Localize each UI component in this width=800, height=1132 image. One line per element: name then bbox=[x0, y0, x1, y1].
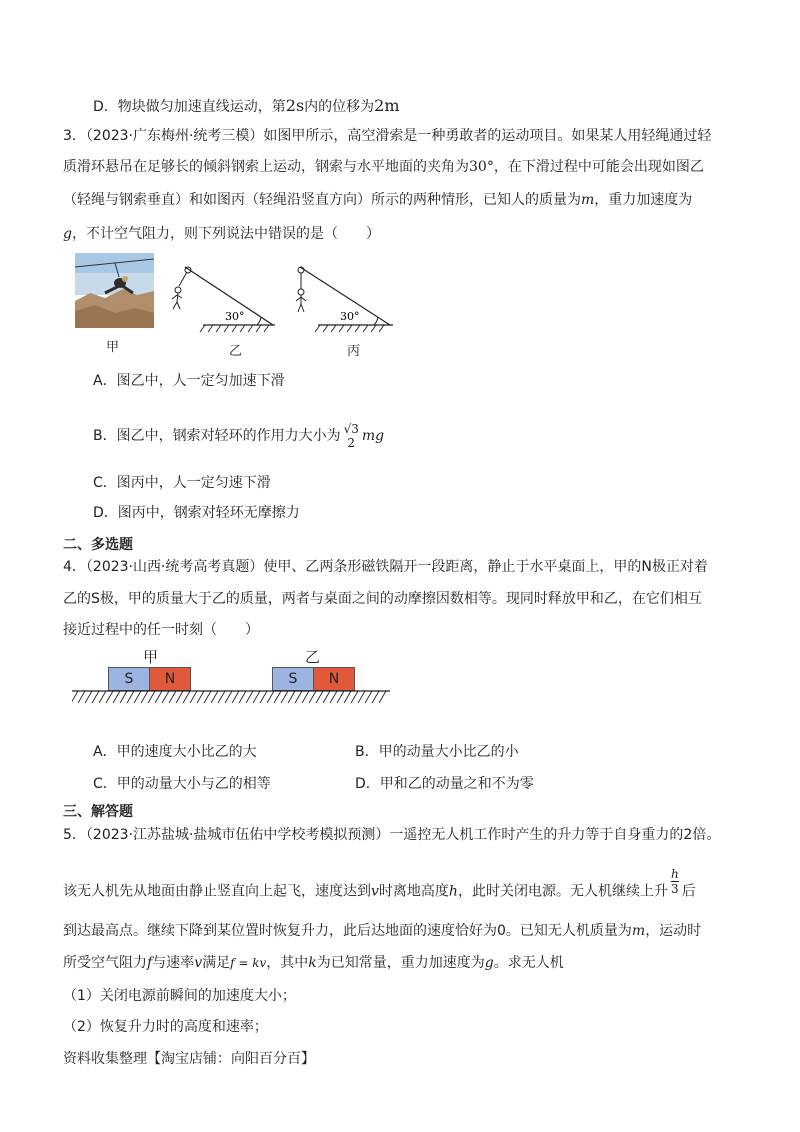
q3-angle: 30° bbox=[469, 159, 494, 175]
hatch-mark bbox=[134, 691, 141, 703]
hatch-mark bbox=[239, 691, 246, 703]
q3-line3 bbox=[63, 190, 692, 210]
q5-var-f: f bbox=[147, 955, 153, 971]
q4-option-a: A．甲的速度大小比乙的大 bbox=[93, 744, 257, 760]
q5-sub2: （2）恢复升力时的高度和速率； bbox=[63, 1019, 268, 1035]
hatch-mark bbox=[176, 691, 183, 703]
hatch-mark bbox=[99, 691, 106, 703]
q5-line1: 5．（2023·江苏盐城·盐城市伍佑中学校考模拟预测）一遥控无人机工作时产生的升力等于自身重力的2倍。 bbox=[63, 827, 721, 843]
q3-option-b bbox=[93, 422, 384, 450]
figure-yi bbox=[165, 262, 280, 334]
hatch-mark bbox=[92, 691, 99, 703]
q4-option-b: B．甲的动量大小比乙的小 bbox=[355, 744, 519, 760]
q3-option-c: C．图丙中，人一定匀速下滑 bbox=[93, 475, 271, 491]
q5-line4e: 为已知常量，重力加速度为 bbox=[316, 955, 485, 971]
q5-frac bbox=[671, 867, 679, 896]
hatch-mark bbox=[274, 691, 281, 703]
q3-line3a: （轻绳与钢索垂直）和如图丙（轻绳沿竖直方向）所示的两种情形，已知人的质量为 bbox=[63, 192, 581, 208]
fig-label-jia: 甲 bbox=[106, 340, 120, 355]
magnet-label-jia: 甲 bbox=[143, 648, 159, 666]
hatch-mark bbox=[288, 691, 295, 703]
q3-optb-num: √3 bbox=[343, 422, 359, 436]
hatch-mark bbox=[141, 691, 148, 703]
q3-optb-text: B．图乙中，钢索对轻环的作用力大小为 bbox=[93, 428, 341, 444]
hatch-mark bbox=[162, 691, 169, 703]
q5-line4f: 。求无人机 bbox=[493, 955, 564, 971]
hatch-mark bbox=[344, 691, 351, 703]
hatch-mark bbox=[372, 691, 379, 703]
hatch-mark bbox=[232, 691, 239, 703]
q3-line2b: ，在下滑过程中可能会出现如图乙 bbox=[493, 159, 704, 175]
hatch-mark bbox=[106, 691, 113, 703]
q2-optd-val: 2m bbox=[374, 96, 400, 115]
hatch-mark bbox=[155, 691, 162, 703]
hatch-mark bbox=[267, 691, 274, 703]
q4-line2: 乙的S极，甲的质量大于乙的质量，两者与桌面之间的动摩擦因数相等。现同时释放甲和乙，在它们相互 bbox=[63, 591, 702, 607]
hatch-mark bbox=[302, 691, 309, 703]
magnet-label-yi: 乙 bbox=[305, 648, 321, 666]
q3-line3b: ，重力加速度为 bbox=[594, 192, 693, 208]
q3-optb-frac bbox=[344, 422, 359, 450]
hatch-mark bbox=[337, 691, 344, 703]
magnet-yi-s-pole: S bbox=[272, 667, 314, 691]
q3-option-d: D．图丙中，钢索对轻环无摩擦力 bbox=[93, 505, 300, 521]
hatch-mark bbox=[204, 691, 211, 703]
hatch-mark bbox=[190, 691, 197, 703]
hatch-mark bbox=[169, 691, 176, 703]
q5-line2b: 时离地高度 bbox=[378, 883, 449, 900]
q5-line4b: 与速率 bbox=[152, 955, 195, 971]
q5-line3 bbox=[63, 921, 701, 941]
q5-line4c: 满足 bbox=[202, 955, 231, 971]
q5-frac-den: 3 bbox=[671, 882, 679, 896]
q3-option-a: A．图乙中，人一定匀加速下滑 bbox=[93, 373, 285, 389]
section-multi-choice: 二、多选题 bbox=[63, 537, 133, 553]
q5-line4 bbox=[63, 953, 564, 973]
q5-line3b: ，运动时 bbox=[645, 923, 702, 939]
q3-line2a: 质滑环悬吊在足够长的倾斜钢索上运动，钢索与水平地面的夹角为 bbox=[63, 159, 469, 175]
q2-optd-text: D．物块做匀加速直线运动，第 bbox=[93, 99, 286, 115]
section-answer: 三、解答题 bbox=[63, 804, 133, 820]
hatch-mark bbox=[127, 691, 134, 703]
hatch-mark bbox=[309, 691, 316, 703]
hatch-mark bbox=[295, 691, 302, 703]
magnet-jia-n-pole: N bbox=[149, 667, 191, 691]
q5-var-v: v bbox=[371, 883, 379, 900]
hatch-mark bbox=[85, 691, 92, 703]
hatch-mark bbox=[365, 691, 372, 703]
q5-frac-num: h bbox=[670, 867, 679, 881]
hatch-mark bbox=[316, 691, 323, 703]
q5-var-h: h bbox=[448, 883, 458, 900]
hatch-mark bbox=[197, 691, 204, 703]
q5-var-k: k bbox=[308, 955, 317, 971]
magnet-jia-s-pole: S bbox=[108, 667, 150, 691]
hatch-mark bbox=[183, 691, 190, 703]
q5-line2 bbox=[63, 867, 696, 906]
hatch-mark bbox=[330, 691, 337, 703]
q5-line2d: 后 bbox=[681, 883, 696, 900]
q2-optd-var: 2s bbox=[285, 96, 305, 115]
q5-sub1: （1）关闭电源前瞬间的加速度大小； bbox=[63, 988, 296, 1004]
q3-var-g: g bbox=[63, 226, 72, 242]
q3-var-m: m bbox=[581, 192, 595, 208]
zipline-photo-svg bbox=[75, 253, 154, 328]
q5-var-m: m bbox=[631, 923, 646, 939]
hatch-mark bbox=[113, 691, 120, 703]
hatch-mark bbox=[148, 691, 155, 703]
q5-line2c: ，此时关闭电源。无人机继续上升 bbox=[457, 883, 668, 900]
q5-line2a: 该无人机先从地面由静止竖直向上起飞，速度达到 bbox=[63, 883, 371, 900]
q4-line3: 接近过程中的任一时刻（ ） bbox=[63, 622, 259, 638]
q5-line4d: ，其中 bbox=[266, 955, 309, 971]
q3-optb-mg: mg bbox=[361, 428, 385, 444]
q3-line1: 3．（2023·广东梅州·统考三模）如图甲所示，高空滑索是一种勇敢者的运动项目。如果某人用轻绳通过轻 bbox=[63, 128, 712, 144]
hatch-mark bbox=[351, 691, 358, 703]
q3-line2 bbox=[63, 157, 704, 177]
table-surface bbox=[72, 690, 390, 704]
q5-formula: f = kv bbox=[230, 956, 267, 970]
fig-label-yi: 乙 bbox=[229, 344, 243, 359]
hatch-mark bbox=[358, 691, 365, 703]
figure-bing bbox=[290, 262, 405, 334]
hatch-mark bbox=[225, 691, 232, 703]
q3-line4 bbox=[63, 224, 380, 244]
q2-optd-mid: 内的位移为 bbox=[304, 99, 375, 115]
hatch-mark bbox=[260, 691, 267, 703]
hatch-mark bbox=[78, 691, 85, 703]
q5-var-g: g bbox=[484, 955, 494, 971]
fig-label-bing: 丙 bbox=[347, 344, 361, 359]
fig-yi-angle: 30° bbox=[225, 310, 245, 323]
page-footer: 资料收集整理【淘宝店铺：向阳百分百】 bbox=[63, 1051, 315, 1067]
hatch-mark bbox=[281, 691, 288, 703]
hatch-mark bbox=[120, 691, 127, 703]
q2-option-d bbox=[93, 96, 400, 117]
hatch-mark bbox=[323, 691, 330, 703]
hatch-mark bbox=[379, 691, 386, 703]
fig-bing-angle: 30° bbox=[340, 310, 360, 323]
hatch-mark bbox=[72, 691, 78, 703]
hatch-mark bbox=[246, 691, 253, 703]
hatch-mark bbox=[253, 691, 260, 703]
q3-line4b: ，不计空气阻力，则下列说法中错误的是（ ） bbox=[71, 226, 380, 242]
q5-line4a: 所受空气阻力 bbox=[63, 955, 147, 971]
q5-line3a: 到达最高点。继续下降到某位置时恢复升力，此后达地面的速度恰好为0。已知无人机质量为 bbox=[63, 923, 632, 939]
q4-option-d: D．甲和乙的动量之和不为零 bbox=[355, 776, 534, 792]
q4-option-c: C．甲的动量大小与乙的相等 bbox=[93, 776, 271, 792]
magnet-yi-n-pole: N bbox=[313, 667, 355, 691]
q4-line1: 4．（2023·山西·统考高考真题）使甲、乙两条形磁铁隔开一段距离，静止于水平桌面上，甲的N极正对着 bbox=[63, 559, 708, 575]
q5-var-v2: v bbox=[194, 955, 203, 971]
hatch-mark bbox=[218, 691, 225, 703]
hatch-mark bbox=[211, 691, 218, 703]
zipline-photo bbox=[75, 253, 154, 328]
q3-optb-den: 2 bbox=[347, 436, 356, 450]
